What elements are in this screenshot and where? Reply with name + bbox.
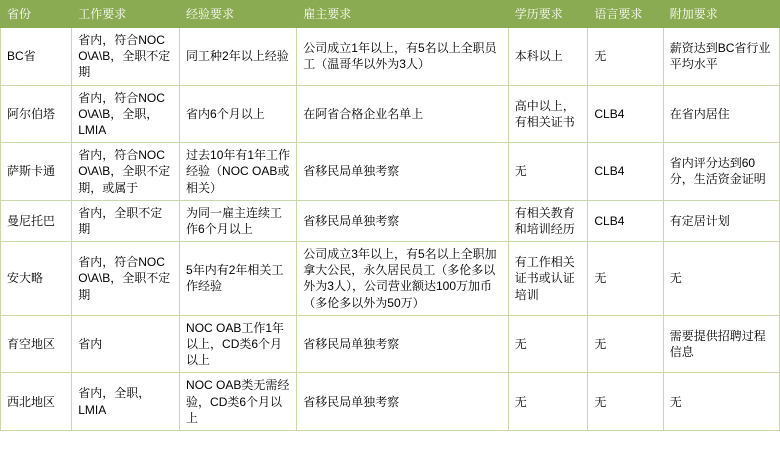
cell-extra: 省内评分达到60分，生活资金证明 (663, 143, 779, 201)
cell-province: 萨斯卡通 (1, 143, 72, 201)
column-header-employer: 雇主要求 (297, 1, 509, 28)
table-header-row (1, 1, 780, 28)
cell-education: 有相关教育和培训经历 (508, 200, 588, 241)
column-header-work: 工作要求 (72, 1, 180, 28)
cell-education: 无 (508, 143, 588, 201)
cell-extra: 无 (663, 373, 779, 431)
column-header-extra: 附加要求 (663, 1, 779, 28)
cell-experience: 同工种2年以上经验 (180, 28, 297, 86)
cell-extra: 薪资达到BC省行业平均水平 (663, 28, 779, 86)
cell-extra: 无 (663, 242, 779, 316)
cell-province: 安大略 (1, 242, 72, 316)
cell-experience: 省内6个月以上 (180, 85, 297, 143)
cell-province: 育空地区 (1, 315, 72, 373)
cell-employer: 省移民局单独考察 (297, 315, 509, 373)
cell-employer: 公司成立1年以上，有5名以上全职员工（温哥华以外为3人） (297, 28, 509, 86)
cell-language: CLB4 (588, 85, 663, 143)
cell-education: 高中以上，有相关证书 (508, 85, 588, 143)
cell-extra: 需要提供招聘过程信息 (663, 315, 779, 373)
cell-work: 省内，符合NOC O\A\B，全职不定期 (72, 242, 180, 316)
cell-education: 本科以上 (508, 28, 588, 86)
table-row (1, 315, 780, 373)
cell-experience: 为同一雇主连续工作6个月以上 (180, 200, 297, 241)
cell-province: 曼尼托巴 (1, 200, 72, 241)
column-header-experience: 经验要求 (180, 1, 297, 28)
cell-education: 无 (508, 373, 588, 431)
cell-language: 无 (588, 373, 663, 431)
cell-language: CLB4 (588, 200, 663, 241)
table-row (1, 28, 780, 86)
cell-work: 省内，全职，LMIA (72, 373, 180, 431)
cell-education: 无 (508, 315, 588, 373)
column-header-language: 语言要求 (588, 1, 663, 28)
cell-experience: NOC OAB工作1年以上，CD类6个月以上 (180, 315, 297, 373)
cell-language: 无 (588, 28, 663, 86)
cell-language: 无 (588, 315, 663, 373)
cell-experience: 5年内有2年相关工作经验 (180, 242, 297, 316)
cell-employer: 公司成立3年以上，有5名以上全职加拿大公民，永久居民员工（多伦多以外为3人），公司营业额达100万加币（多伦多以外为50万） (297, 242, 509, 316)
cell-work: 省内，符合NOC O\A\B，全职，LMIA (72, 85, 180, 143)
column-header-education: 学历要求 (508, 1, 588, 28)
cell-province: BC省 (1, 28, 72, 86)
cell-education: 有工作相关证书或认证培训 (508, 242, 588, 316)
cell-experience: NOC OAB类无需经验，CD类6个月以上 (180, 373, 297, 431)
cell-province: 西北地区 (1, 373, 72, 431)
table-row (1, 200, 780, 241)
cell-employer: 省移民局单独考察 (297, 200, 509, 241)
cell-language: 无 (588, 242, 663, 316)
cell-work: 省内，全职不定期 (72, 200, 180, 241)
cell-extra: 在省内居住 (663, 85, 779, 143)
table-row (1, 242, 780, 316)
table-row (1, 373, 780, 431)
cell-work: 省内 (72, 315, 180, 373)
column-header-province: 省份 (1, 1, 72, 28)
cell-language: CLB4 (588, 143, 663, 201)
table-row (1, 143, 780, 201)
cell-extra: 有定居计划 (663, 200, 779, 241)
cell-province: 阿尔伯塔 (1, 85, 72, 143)
cell-employer: 在阿省合格企业名单上 (297, 85, 509, 143)
cell-work: 省内，符合NOC O\A\B，全职不定期 (72, 28, 180, 86)
cell-employer: 省移民局单独考察 (297, 143, 509, 201)
table-row (1, 85, 780, 143)
cell-work: 省内，符合NOC O\A\B，全职不定期，或属于 (72, 143, 180, 201)
cell-employer: 省移民局单独考察 (297, 373, 509, 431)
cell-experience: 过去10年有1年工作经验（NOC OAB或相关） (180, 143, 297, 201)
